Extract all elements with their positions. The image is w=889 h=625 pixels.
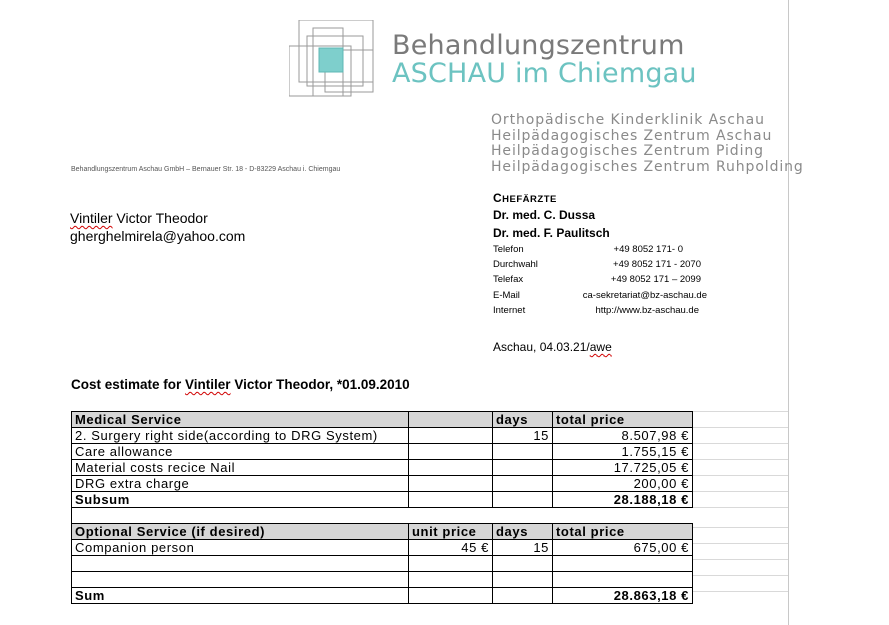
cell-days <box>493 460 553 476</box>
header-cell <box>409 412 493 428</box>
cell-empty <box>409 572 493 588</box>
table-row <box>72 428 693 444</box>
clinic-item: Heilpädagogisches Zentrum Aschau <box>491 127 773 144</box>
spacer-cell <box>72 508 409 524</box>
cell-empty <box>409 556 493 572</box>
brand-line-2: ASCHAU im Chiemgau <box>392 58 697 89</box>
cell-total: 200,00 € <box>553 476 693 492</box>
grid-line <box>693 591 788 592</box>
grid-line <box>693 443 788 444</box>
cell-service: Companion person <box>72 540 409 556</box>
cell-total: 28.863,18 € <box>553 588 693 604</box>
contact-label: Telefon <box>493 244 524 255</box>
cell-unit <box>409 492 493 508</box>
contact-row-email <box>493 290 713 305</box>
cell-unit <box>409 460 493 476</box>
cell-service: Sum <box>72 588 409 604</box>
cell-unit <box>409 476 493 492</box>
recipient-email: gherghelmirela@yahoo.com <box>70 228 246 244</box>
header-cell: Optional Service (if desired) <box>72 524 409 540</box>
optional-header-row <box>72 524 693 540</box>
cell-empty <box>553 556 693 572</box>
brand-name <box>392 32 697 88</box>
recipient-block <box>70 209 245 245</box>
grid-line <box>693 427 788 428</box>
cell-unit <box>409 444 493 460</box>
letter-date <box>493 340 612 354</box>
title-name: Vintiler <box>185 377 231 392</box>
contact-label: Internet <box>493 304 526 316</box>
spacer-cell <box>409 508 493 524</box>
clinic-item: Heilpädagogisches Zentrum Ruhpolding <box>491 158 804 175</box>
table-row <box>72 476 693 492</box>
header-cell: days <box>493 412 553 428</box>
contact-email-link[interactable]: ca-sekretariat@bz-aschau.de <box>582 289 707 301</box>
cell-empty <box>553 572 693 588</box>
doctor-name: Dr. med. C. Dussa <box>493 208 596 222</box>
doctor-name: Dr. med. F. Paulitsch <box>493 226 610 240</box>
subsum-row <box>72 492 693 508</box>
heading-initial: C <box>493 191 503 205</box>
contact-web-link[interactable]: http://www.bz-aschau.de <box>595 304 699 316</box>
cell-service: Material costs recice Nail <box>72 460 409 476</box>
clinic-logo <box>289 20 389 102</box>
cell-service: 2. Surgery right side(according to DRG System) <box>72 428 409 444</box>
chief-physicians-heading <box>493 191 557 205</box>
cell-total: 17.725,05 € <box>553 460 693 476</box>
title-rest: Victor Theodor, *01.09.2010 <box>230 377 410 392</box>
cell-service: Care allowance <box>72 444 409 460</box>
document-title <box>71 377 410 392</box>
sum-row <box>72 588 693 604</box>
sender-address-line: Behandlungszentrum Aschau GmbH – Bernauer Str. 18 - D-83229 Aschau i. Chiemgau <box>71 166 341 173</box>
contact-label: Telefax <box>493 274 524 286</box>
cell-days <box>493 476 553 492</box>
clinic-item: Orthopädische Kinderklinik Aschau <box>491 112 765 128</box>
header-cell: Medical Service <box>72 412 409 428</box>
grid-line <box>693 527 788 528</box>
cell-total: 8.507,98 € <box>553 428 693 444</box>
brand-line-1: Behandlungszentrum <box>392 30 685 61</box>
cost-table <box>71 411 693 604</box>
cell-empty <box>493 572 553 588</box>
heading-rest: HEFÄRZTE <box>502 194 557 205</box>
cell-empty <box>72 572 409 588</box>
contact-label: E-Mail <box>493 289 520 301</box>
contact-value: +49 8052 171- 0 <box>613 244 683 255</box>
empty-row <box>72 556 693 572</box>
grid-line <box>693 575 788 576</box>
header-cell: total price <box>553 524 693 540</box>
grid-line <box>693 491 788 492</box>
cell-service: DRG extra charge <box>72 476 409 492</box>
spacer-row <box>72 508 693 524</box>
title-prefix: Cost estimate for <box>71 377 186 392</box>
contact-row-fax <box>493 274 713 289</box>
cell-unit: 45 € <box>409 540 493 556</box>
spacer-cell <box>553 508 693 524</box>
page-edge <box>788 0 789 625</box>
grid-line <box>693 411 788 412</box>
header-cell: days <box>493 524 553 540</box>
grid-line <box>693 475 788 476</box>
cell-total: 675,00 € <box>553 540 693 556</box>
grid-line <box>693 459 788 460</box>
contact-label: Durchwahl <box>493 259 538 271</box>
cell-days <box>493 492 553 508</box>
contact-list <box>493 244 713 320</box>
empty-row <box>72 572 693 588</box>
recipient-name-rest: Victor Theodor <box>112 210 208 226</box>
contact-row-web <box>493 305 713 320</box>
cell-service: Subsum <box>72 492 409 508</box>
cell-empty <box>72 556 409 572</box>
grid-line <box>693 559 788 560</box>
cell-unit <box>409 428 493 444</box>
cell-total: 1.755,15 € <box>553 444 693 460</box>
table-row <box>72 460 693 476</box>
medical-header-row <box>72 412 693 428</box>
clinic-item: Heilpädagogisches Zentrum Piding <box>491 143 764 159</box>
recipient-name <box>70 209 245 227</box>
contact-row-direct <box>493 259 713 274</box>
cell-unit <box>409 588 493 604</box>
grid-line <box>693 543 788 544</box>
spacer-cell <box>493 508 553 524</box>
cell-total: 28.188,18 € <box>553 492 693 508</box>
recipient-name-first: Vintiler <box>70 210 113 226</box>
cell-empty <box>493 556 553 572</box>
cell-days: 15 <box>493 428 553 444</box>
contact-value: +49 8052 171 - 2070 <box>613 259 701 271</box>
contact-row-phone <box>493 244 713 259</box>
header-cell: total price <box>553 412 693 428</box>
cell-days <box>493 444 553 460</box>
cell-days: 15 <box>493 540 553 556</box>
header-cell: unit price <box>409 524 493 540</box>
clinic-list <box>491 113 804 175</box>
table-row <box>72 540 693 556</box>
date-suffix: awe <box>589 340 612 354</box>
cell-days <box>493 588 553 604</box>
date-text: Aschau, 04.03.21/ <box>493 340 590 354</box>
table-row <box>72 444 693 460</box>
grid-line <box>693 507 788 508</box>
contact-value: +49 8052 171 – 2099 <box>610 274 701 286</box>
